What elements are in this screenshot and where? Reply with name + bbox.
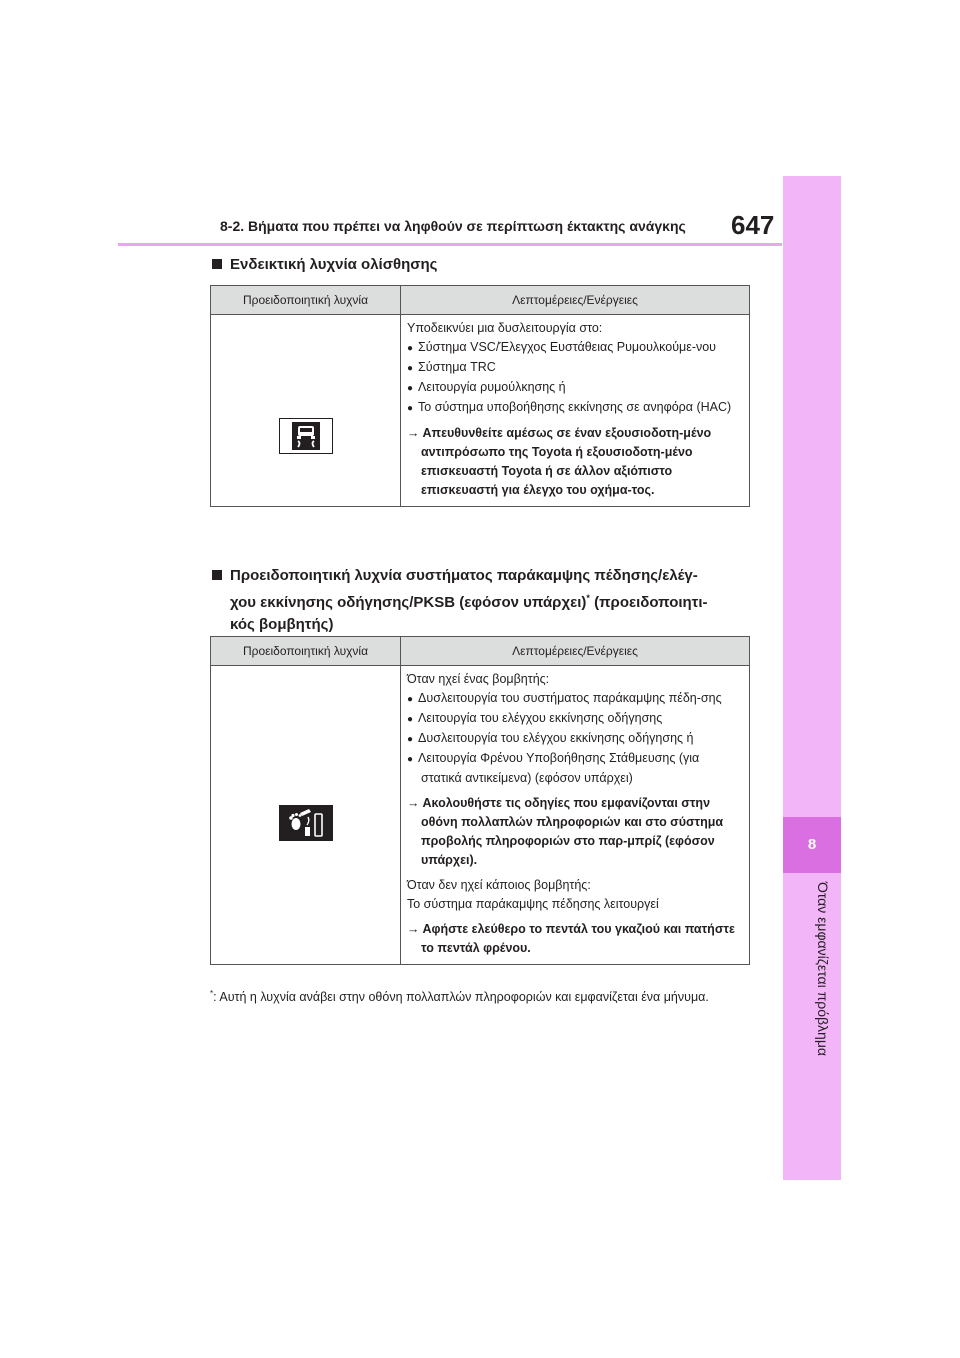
arrow-icon: → — [407, 796, 420, 810]
list-item: ● Σύστημα TRC — [407, 358, 743, 378]
action-instruction — [407, 794, 743, 870]
table-header-details: Λεπτομέρειες/Ενέργειες — [512, 644, 638, 658]
section-title-text: Ενδεικτική λυχνία ολίσθησης — [230, 256, 438, 273]
slip-indicator-icon — [279, 418, 333, 454]
section-title-line1 — [212, 565, 708, 587]
list-item: ● Λειτουργία Φρένου Υποβοήθησης Στάθμευσης (για στατικά αντικείμενα) (εφόσον υπάρχει) — [407, 749, 743, 788]
action-text: Ακολουθήστε τις οδηγίες που εμφανίζονται στην οθόνη πολλαπλών πληροφοριών και στο σύστημα προβολής πληροφοριών στο παρ-μπρίζ (εφόσον υπάρχει). — [421, 796, 724, 867]
chapter-tab-label — [783, 882, 841, 1172]
warning-light-cell — [211, 666, 401, 964]
list-item: ● Δυσλειτουργία του ελέγχου εκκίνησης οδήγησης ή — [407, 729, 743, 749]
chapter-header-title: 8-2. Βήματα που πρέπει να ληφθούν σε περίπτωση έκτακτης ανάγκης — [220, 218, 686, 234]
section-title-line3: κός βομβητής) — [230, 616, 334, 633]
arrow-icon: → — [407, 922, 420, 936]
action-text: Απευθυνθείτε αμέσως σε έναν εξουσιοδοτη-μένο αντιπρόσωπο της Toyota ή εξουσιοδοτη-μένο επισκευαστή Toyota ή σε άλλον αξιόπιστο επισκευαστή για έλεγχο του οχήμα-τος. — [421, 426, 712, 497]
section-title-slip-indicator — [212, 254, 437, 276]
section-title-line2 — [212, 587, 708, 614]
list-item: ● Δυσλειτουργία του συστήματος παράκαμψης πέδη-σης — [407, 689, 743, 709]
details-intro: Όταν ηχεί ένας βομβητής: — [407, 672, 550, 686]
table-header-row — [211, 286, 749, 315]
table-header-warning-light: Προειδοποιητική λυχνία — [211, 637, 401, 665]
chapter-tab-label-text: Όταν εμφανίζεται πρόβλημα — [815, 882, 831, 1056]
details-intro-no-buzzer: Όταν δεν ηχεί κάποιος βομβητής: — [407, 878, 591, 892]
section-title-text: (προειδοποιητι- — [589, 594, 708, 611]
details-intro: Υποδεικνύει μια δυσλειτουργία στο: — [407, 321, 603, 335]
footnote-marker: * — [210, 989, 214, 998]
details-cell — [401, 315, 749, 506]
action-instruction — [407, 424, 743, 500]
list-item: ● Λειτουργία ρυμούλκησης ή — [407, 378, 743, 398]
brake-override-table — [210, 636, 750, 965]
section-title-text: Προειδοποιητική λυχνία συστήματος παράκαμψης πέδησης/ελέγ- — [230, 567, 698, 584]
slip-indicator-table — [210, 285, 750, 507]
chapter-tab-number[interactable]: 8 — [783, 817, 841, 873]
footnote-body: : Αυτή η λυχνία ανάβει στην οθόνη πολλαπλών πληροφοριών και εμφανίζεται ένα μήνυμα. — [213, 990, 709, 1005]
footnote-text — [210, 984, 750, 1007]
arrow-icon: → — [407, 426, 420, 440]
table-header-warning-light: Προειδοποιητική λυχνία — [211, 286, 401, 314]
action-instruction — [407, 920, 743, 958]
header-rule — [118, 243, 782, 246]
list-item: ● Το σύστημα υποβοήθησης εκκίνησης σε ανηφόρα (HAC) — [407, 398, 743, 418]
table-header-details: Λεπτομέρειες/Ενέργειες — [512, 293, 638, 307]
action-text: Αφήστε ελεύθερο το πεντάλ του γκαζιού και πατήστε το πεντάλ φρένου. — [421, 922, 735, 955]
footnote — [210, 984, 750, 1007]
details-cell — [401, 666, 749, 964]
page-number: 647 — [731, 210, 775, 240]
brake-override-warning-icon — [279, 805, 333, 841]
details-line: Το σύστημα παράκαμψης πέδησης λειτουργεί — [407, 897, 659, 911]
table-row — [211, 315, 749, 506]
list-item: ● Σύστημα VSC/Έλεγχος Ευστάθειας Ρυμουλκούμε-νου — [407, 338, 743, 358]
footnote-marker: * — [586, 593, 590, 603]
section-square-icon — [212, 259, 222, 269]
list-item: ● Λειτουργία του ελέγχου εκκίνησης οδήγησης — [407, 709, 743, 729]
section-square-icon — [212, 570, 222, 580]
warning-light-cell — [211, 315, 401, 506]
section-title-brake-override — [212, 565, 708, 636]
table-header-row — [211, 637, 749, 666]
table-row — [211, 666, 749, 964]
section-title-text: χου εκκίνησης οδήγησης/PKSB (εφόσον υπάρχει) — [230, 594, 587, 611]
